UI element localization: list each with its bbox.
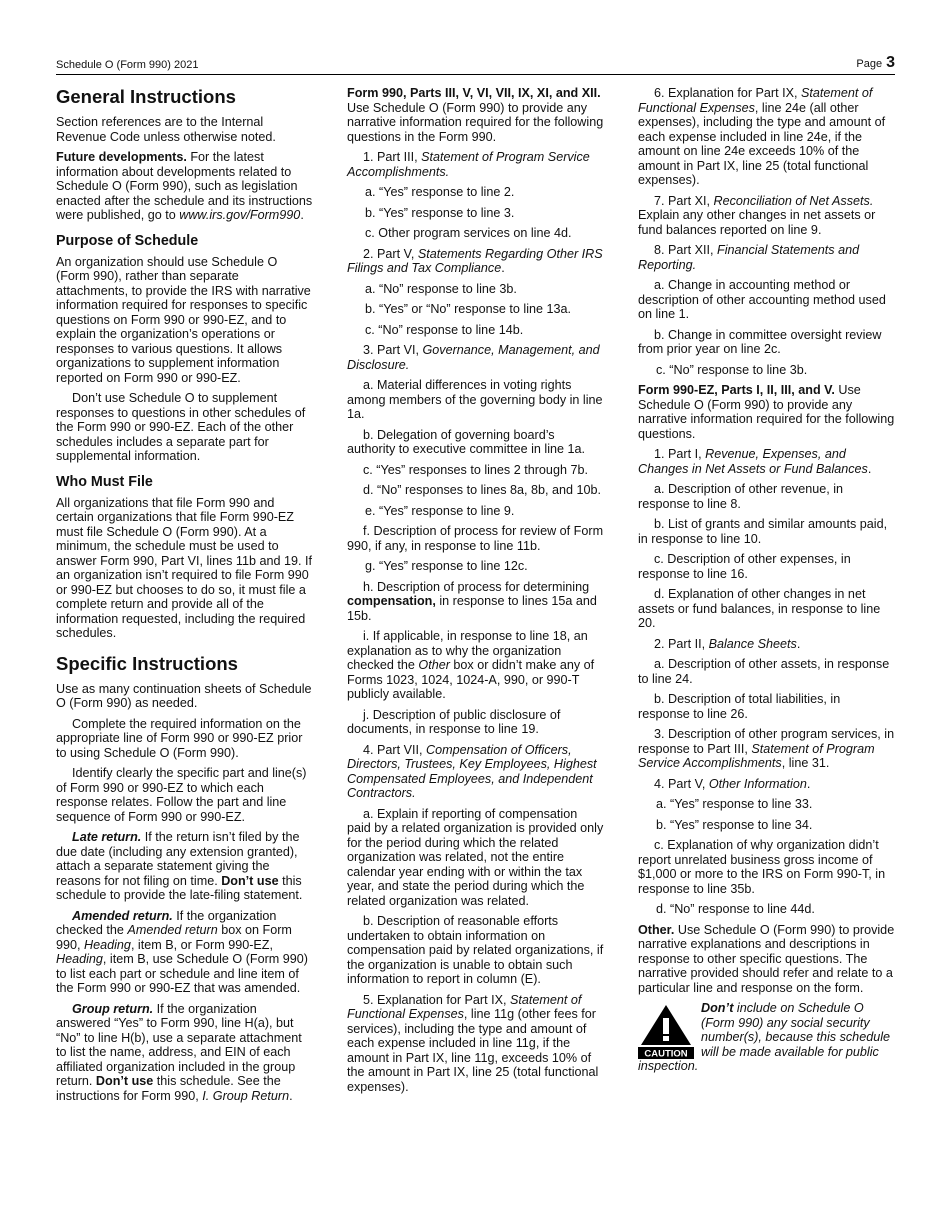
item-8a: a. Change in accounting method or description of other accounting method used on line 1. — [638, 278, 886, 321]
caution-note — [638, 1001, 895, 1074]
item-2-end: . — [501, 261, 505, 275]
ez-item-2-pre: 2. Part II, — [654, 636, 709, 651]
item-1b: b. “Yes” response to line 3. — [365, 205, 515, 220]
ez-item-4c: c. Explanation of why organization didn’t report unrelated business gross income of $1,000 or more to the IRS on Form 990-T, in response to line 35b. — [638, 838, 886, 896]
amended-lead: Amended return. — [72, 908, 173, 923]
ez-item-1b: b. List of grants and similar amounts paid, in response to line 10. — [638, 517, 888, 546]
caution-icon — [638, 1003, 694, 1059]
para-future-developments — [56, 150, 313, 223]
ez-item-1-title: Revenue, Expenses, and Changes in Net Assets or Fund Balances — [638, 447, 868, 476]
page-number: 3 — [886, 54, 895, 71]
late-end: this schedule to provide the late-filing statement. — [56, 873, 303, 902]
item-3a: a. Material differences in voting rights among members of the governing body in line 1a. — [347, 378, 603, 421]
item-3g: g. “Yes” response to line 12c. — [365, 559, 528, 573]
caution-body: include on Schedule O (Form 990) any social security number(s), because this schedule will be made available for public inspection. — [638, 1001, 891, 1073]
page-header — [56, 54, 895, 74]
item-3i-end: box or didn’t make any of Forms 1023, 1024, 1024-A, 990, or 990-T publicly available. — [347, 658, 595, 701]
heading-who-must-file: Who Must File — [56, 473, 153, 490]
para-late-return — [56, 830, 313, 903]
item-8-pre: 8. Part XII, — [654, 243, 717, 257]
item-3h — [347, 580, 604, 624]
late-bold: Don’t use — [221, 873, 279, 888]
item-7-title: Reconciliation of Net Assets. — [713, 193, 874, 208]
group-t1: If the organization answered “Yes” to Form 990, line H(a), but “No” to line H(b), use a separate attachment to list the name, address, and EIN of each affiliated organization included in the group return. — [56, 1001, 302, 1088]
form-title: Schedule O (Form 990) 2021 — [56, 59, 199, 71]
item-4 — [347, 743, 604, 801]
late-lead: Late return. — [72, 830, 142, 844]
future-text: For the latest information about developments related to Schedule O (Form 990), such as legislation enacted after the schedule and its instructions were published, go to — [56, 150, 313, 222]
caution-exclamation-bar — [663, 1018, 669, 1034]
item-5-title: Statement of Functional Expenses — [347, 992, 582, 1021]
amended-t1: If the organization checked the — [56, 908, 277, 937]
item-1-title: Statement of Program Service Accomplishments. — [347, 150, 590, 179]
para-group-return — [56, 1002, 313, 1104]
late-text: If the return isn’t filed by the due date (including any extension granted), attach a separate statement giving the reasons for not filing on time. — [56, 830, 300, 888]
item-3f: f. Description of process for review of Form 990, if any, in response to line 11b. — [347, 524, 604, 553]
item-3 — [347, 343, 604, 372]
item-3h-pre: h. Description of process for determining — [363, 579, 590, 594]
item-8c: c. “No” response to line 3b. — [656, 362, 808, 377]
caution-graphic — [638, 1003, 694, 1059]
item-3d: d. “No” responses to lines 8a, 8b, and 10b. — [363, 483, 602, 497]
ez-item-4-title: Other Information — [708, 776, 807, 791]
item-6-end: , line 24e (all other expenses), including the type and amount of each expense included in line 24e, if the amount on line 24e exceeds 10% of the amount in Part IX, line 25 (total functional expenses). — [638, 100, 886, 187]
para-continuation: Use as many continuation sheets of Schedule O (Form 990) as needed. — [56, 681, 312, 710]
para-section-references: Section references are to the Internal Revenue Code unless otherwise noted. — [56, 115, 276, 144]
ez-item-1-end: . — [867, 461, 872, 476]
group-bold: Don’t use — [95, 1074, 154, 1088]
ez-item-4b: b. “Yes” response to line 34. — [656, 817, 813, 832]
other-lead: Other. — [638, 922, 675, 937]
group-end: . — [289, 1088, 293, 1103]
para-form990ez-parts — [638, 383, 895, 441]
item-1-pre: 1. Part III, — [363, 150, 422, 164]
item-3-pre: 3. Part VI, — [363, 343, 423, 357]
ez-item-1 — [638, 447, 895, 476]
item-4a: a. Explain if reporting of compensation paid by a related organization is provided only for the period during which the related organization was related, not the entire calendar year ending with or within the tax year, and state the period during which the related organization was related. — [347, 806, 604, 908]
item-6-pre: 6. Explanation for Part IX, — [654, 86, 802, 100]
para-dont-use: Don’t use Schedule O to supplement responses to questions in other schedules of the Form 990 or 990-EZ. Each of the other schedules includes a separate part for supplemental information. — [56, 391, 306, 463]
ez-item-4-pre: 4. Part V, — [654, 776, 709, 791]
item-8 — [638, 243, 895, 272]
item-6-title: Statement of Functional Expenses — [638, 86, 873, 115]
ez-item-2 — [638, 637, 895, 652]
irs-link[interactable]: www.irs.gov/Form990 — [179, 208, 301, 222]
item-5-end: , line 11g (other fees for services), including the type and amount of each expense included in line 11g, if the amount in Part IX, line 11g, exceeds 10% of the amount in Part IX, line 25 (total functional expenses). — [347, 1007, 599, 1094]
page-label: Page — [856, 58, 883, 70]
heading-purpose: Purpose of Schedule — [56, 232, 199, 249]
caution-label: CAUTION — [644, 1048, 688, 1059]
ez-item-3 — [638, 727, 895, 771]
item-2a: a. “No” response to line 3b. — [365, 281, 517, 296]
ez-item-3-end: , line 31. — [781, 756, 830, 770]
amended-t4: , item B, use Schedule O (Form 990) to list each part or schedule and line item of the Form 990 or 990-EZ that was amended. — [56, 952, 309, 995]
ez-item-3-pre: 3. Description of other program services, in response to Part III, — [638, 727, 895, 756]
item-1a: a. “Yes” response to line 2. — [365, 185, 515, 199]
column-3 — [638, 86, 895, 1074]
item-5 — [347, 993, 604, 1095]
header-rule — [56, 74, 895, 75]
caution-bold: Don’t — [701, 1001, 734, 1015]
item-8-title: Financial Statements and Reporting. — [638, 243, 860, 272]
ez-item-3-title: Statement of Program Service Accomplishments — [638, 741, 875, 770]
item-4-title: Compensation of Officers, Directors, Trustees, Key Employees, Highest Compensated Employees, and Independent Contractors. — [347, 742, 597, 800]
page-indicator — [856, 54, 895, 72]
form990-text: Use Schedule O (Form 990) to provide any narrative information required for the following questions in the Form 990. — [347, 100, 604, 144]
item-1c: c. Other program services on line 4d. — [365, 226, 572, 240]
form990-lead: Form 990, Parts III, V, VI, VII, IX, XI, and XII. — [347, 86, 601, 100]
group-i: I. Group Return — [202, 1088, 290, 1103]
caution-exclamation-dot — [663, 1036, 669, 1041]
ez-text: Use Schedule O (Form 990) to provide any narrative information required for the following questions. — [638, 383, 895, 441]
ez-item-4a: a. “Yes” response to line 33. — [656, 797, 813, 811]
item-3e: e. “Yes” response to line 9. — [365, 503, 515, 518]
item-7-pre: 7. Part XI, — [654, 193, 714, 208]
ez-item-4 — [638, 777, 895, 792]
ez-item-2-title: Balance Sheets — [708, 636, 797, 651]
para-identify: Identify clearly the specific part and line(s) of Form 990 or 990-EZ to which each response relates. Follow the part and line sequence of Form 990 or 990-EZ. — [56, 766, 307, 824]
item-4-pre: 4. Part VII, — [363, 742, 426, 757]
item-3c: c. “Yes” responses to lines 2 through 7b. — [363, 462, 588, 477]
item-3h-end: in response to lines 15a and 15b. — [347, 594, 597, 623]
para-complete: Complete the required information on the appropriate line of Form 990 or 990-EZ prior to using Schedule O (Form 990). — [56, 716, 303, 760]
item-7 — [638, 194, 895, 238]
future-lead: Future developments. — [56, 150, 187, 164]
item-3b: b. Delegation of governing board’s authority to executive committee in line 1a. — [347, 427, 586, 456]
other-text: Use Schedule O (Form 990) to provide narrative explanations and descriptions in response to other specific questions. The narrative provided should refer and relate to a particular line and response on the form. — [638, 922, 895, 995]
heading-specific-instructions: Specific Instructions — [56, 652, 238, 674]
heading-general-instructions: General Instructions — [56, 86, 236, 107]
column-1 — [56, 86, 313, 1109]
item-3j: j. Description of public disclosure of documents, in response to line 19. — [347, 707, 561, 736]
amended-i2: Heading — [84, 937, 131, 952]
item-8b: b. Change in committee oversight review from prior year on line 2c. — [638, 327, 882, 356]
item-3-title: Governance, Management, and Disclosure. — [347, 343, 600, 372]
ez-item-1d: d. Explanation of other changes in net assets or fund balances, in response to line 20. — [638, 587, 881, 630]
item-3h-bold: compensation, — [347, 594, 436, 608]
ez-item-2b: b. Description of total liabilities, in response to line 26. — [638, 692, 841, 721]
item-2-title: Statements Regarding Other IRS Filings and Tax Compliance — [347, 246, 603, 275]
item-3i-other: Other — [418, 658, 450, 672]
item-2c: c. “No” response to line 14b. — [365, 322, 524, 337]
item-1 — [347, 150, 604, 179]
ez-item-1-pre: 1. Part I, — [654, 447, 706, 461]
item-6 — [638, 86, 895, 188]
amended-i1: Amended return — [127, 923, 218, 937]
item-2b: b. “Yes” or “No” response to line 13a. — [365, 302, 572, 316]
amended-t3: , item B, or Form 990-EZ, — [130, 937, 273, 952]
para-amended-return — [56, 909, 313, 996]
item-2-pre: 2. Part V, — [363, 246, 418, 261]
ez-item-1a: a. Description of other revenue, in response to line 8. — [638, 482, 844, 511]
ez-item-4d: d. “No” response to line 44d. — [656, 902, 815, 916]
item-5-pre: 5. Explanation for Part IX, — [363, 992, 511, 1007]
item-2 — [347, 247, 604, 276]
para-purpose: An organization should use Schedule O (Form 990), rather than separate attachments, to provide the IRS with narrative information required for responses to specific questions on Form 990 or 990-EZ, and to explain the organization’s operations or responses to various questions. It allows organizations to supplement information reported on Form 990 or 990-EZ. — [56, 254, 311, 385]
para-who-must-file: All organizations that file Form 990 and certain organizations that file Form 990-EZ must file Schedule O (Form 990). At a minimum, the schedule must be used to answer Form 990, Part VI, lines 11b and 19. If an organization isn’t required to file Form 990 or 990-EZ but chooses to do so, it must file a complete return and provide all of the information requested, including the required schedules. — [56, 495, 312, 640]
ez-item-2a: a. Description of other assets, in response to line 24. — [638, 657, 890, 686]
ez-item-4-end: . — [806, 776, 811, 791]
future-end: . — [300, 208, 304, 222]
ez-item-2-end: . — [796, 636, 801, 651]
para-other — [638, 923, 895, 996]
amended-i3: Heading — [56, 952, 103, 966]
ez-lead: Form 990-EZ, Parts I, II, III, and V. — [638, 383, 835, 397]
group-lead: Group return. — [72, 1001, 154, 1016]
item-7-end: Explain any other changes in net assets or fund balances reported on line 9. — [638, 208, 876, 237]
item-3i — [347, 629, 604, 702]
ez-item-1c: c. Description of other expenses, in response to line 16. — [638, 552, 851, 581]
column-2 — [347, 86, 604, 1100]
group-t2: this schedule. See the instructions for Form 990, — [56, 1074, 281, 1103]
para-form990-parts — [347, 86, 604, 144]
item-3i-pre: i. If applicable, in response to line 18, an explanation as to why the organization checked the — [347, 629, 588, 672]
amended-t2: box on Form 990, — [56, 923, 292, 952]
item-4b: b. Description of reasonable efforts undertaken to obtain information on compensation paid by related organizations, if the organization is unable to obtain such information to report in column (E). — [347, 914, 604, 986]
